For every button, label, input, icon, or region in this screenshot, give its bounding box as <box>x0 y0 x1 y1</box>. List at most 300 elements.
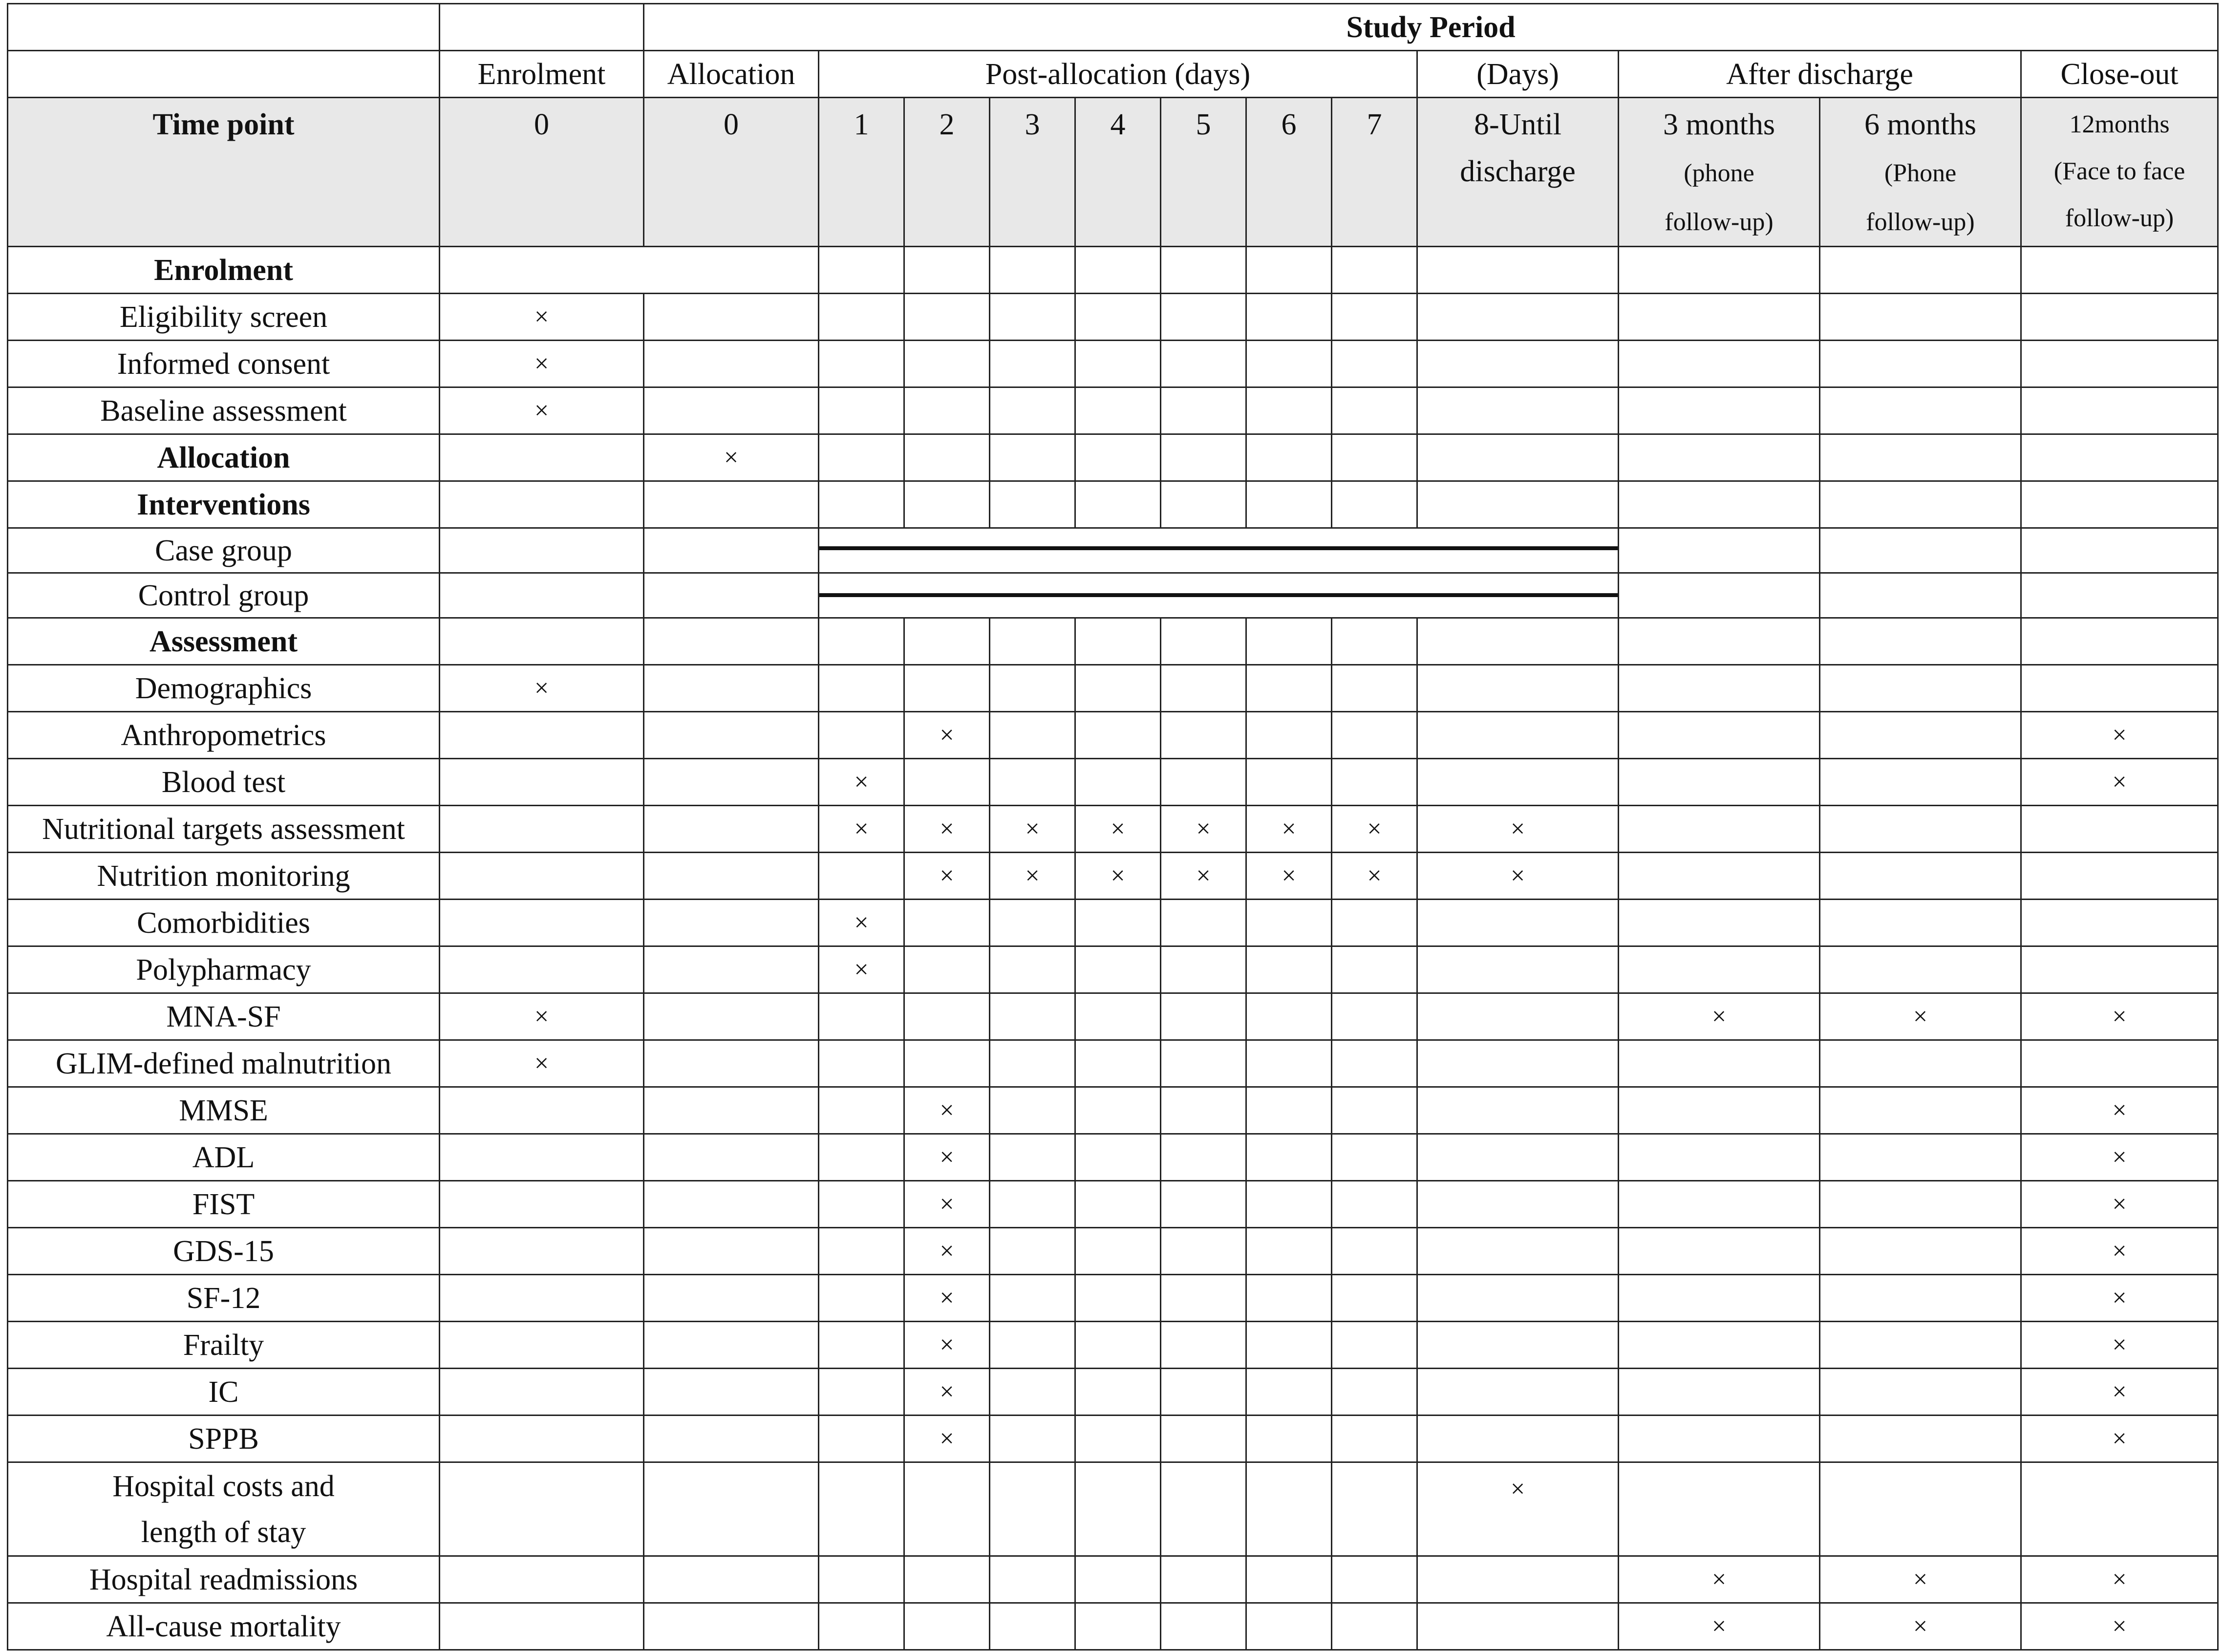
mark-cell: × <box>819 946 904 993</box>
cell <box>990 1181 1075 1228</box>
cell <box>1417 1040 1619 1087</box>
cell <box>990 1228 1075 1275</box>
timepoint-label: Time point <box>8 98 440 247</box>
cell <box>1820 665 2021 712</box>
cell <box>440 434 644 481</box>
cell <box>440 806 644 853</box>
timepoint-day-5: 5 <box>1161 98 1246 247</box>
cell <box>1417 294 1619 341</box>
cell <box>1332 1228 1417 1275</box>
cell <box>644 1134 819 1181</box>
cell <box>440 573 644 618</box>
cell <box>440 481 644 528</box>
mark-cell: × <box>2021 1416 2218 1462</box>
timepoint-day-1: 1 <box>819 98 904 247</box>
cell <box>904 946 990 993</box>
row-label: All-cause mortality <box>8 1603 440 1650</box>
phase-days: (Days) <box>1417 51 1619 98</box>
cell <box>1619 1181 1820 1228</box>
cell <box>904 665 990 712</box>
row-label: GDS-15 <box>8 1228 440 1275</box>
cell <box>440 946 644 993</box>
cell <box>1332 1181 1417 1228</box>
mark-cell: × <box>1332 853 1417 900</box>
cell <box>1161 665 1246 712</box>
mark-cell: × <box>904 1416 990 1462</box>
cell <box>1246 434 1332 481</box>
cell <box>1246 1087 1332 1134</box>
cell <box>644 1040 819 1087</box>
cell <box>1820 247 2021 294</box>
row-label: Anthropometrics <box>8 712 440 759</box>
tp-line: 8-Until <box>1474 108 1562 141</box>
cell <box>644 481 819 528</box>
cell <box>819 712 904 759</box>
cell <box>1161 1603 1246 1650</box>
row-label: Informed consent <box>8 341 440 387</box>
cell <box>1246 481 1332 528</box>
cell <box>904 1462 990 1556</box>
cell <box>904 387 990 434</box>
mark-cell: × <box>904 1087 990 1134</box>
timepoint-3-months <box>1619 98 1820 247</box>
mark-cell: × <box>2021 1369 2218 1416</box>
cell <box>819 294 904 341</box>
cell <box>1246 993 1332 1040</box>
cell <box>1619 528 1820 573</box>
cell <box>1075 1087 1161 1134</box>
cell <box>1417 900 1619 946</box>
cell <box>440 528 644 573</box>
cell <box>1075 481 1161 528</box>
phase-post-allocation: Post-allocation (days) <box>819 51 1417 98</box>
cell <box>440 1556 644 1603</box>
cell <box>990 1462 1075 1556</box>
cell <box>1161 1134 1246 1181</box>
cell <box>1417 481 1619 528</box>
cell <box>1161 1040 1246 1087</box>
row-comorbidities <box>8 900 2218 946</box>
cell <box>819 853 904 900</box>
cell <box>1075 1556 1161 1603</box>
section-row-assessment <box>8 618 2218 665</box>
cell <box>1161 1416 1246 1462</box>
cell <box>440 1416 644 1462</box>
tp-line: 3 months <box>1663 108 1775 141</box>
cell <box>440 1603 644 1650</box>
cell <box>1619 1416 1820 1462</box>
duration-line <box>819 546 1618 550</box>
mark-cell: × <box>2021 1556 2218 1603</box>
cell <box>1417 759 1619 806</box>
row-readmissions <box>8 1556 2218 1603</box>
cell <box>2021 573 2218 618</box>
mark-cell: × <box>440 341 644 387</box>
schedule-table <box>7 3 2219 1651</box>
mark-cell: × <box>1417 1462 1619 1556</box>
cell <box>1161 341 1246 387</box>
cell <box>1417 665 1619 712</box>
cell <box>1417 993 1619 1040</box>
row-frailty <box>8 1322 2218 1369</box>
blank-cell <box>8 4 440 51</box>
row-eligibility <box>8 294 2218 341</box>
cell <box>990 387 1075 434</box>
cell <box>1619 481 1820 528</box>
row-label: GLIM-defined malnutrition <box>8 1040 440 1087</box>
cell <box>1820 341 2021 387</box>
cell <box>2021 294 2218 341</box>
cell <box>1820 759 2021 806</box>
cell <box>904 900 990 946</box>
mark-cell: × <box>2021 1228 2218 1275</box>
mark-cell: × <box>2021 712 2218 759</box>
cell <box>1246 1181 1332 1228</box>
cell <box>990 1322 1075 1369</box>
cell <box>644 853 819 900</box>
cell <box>644 946 819 993</box>
cell <box>990 294 1075 341</box>
cell <box>2021 247 2218 294</box>
cell <box>1619 294 1820 341</box>
cell <box>1417 341 1619 387</box>
cell <box>1619 1228 1820 1275</box>
cell <box>1332 712 1417 759</box>
cell <box>1075 946 1161 993</box>
mark-cell: × <box>1619 993 1820 1040</box>
cell <box>1417 1369 1619 1416</box>
mark-cell: × <box>2021 1603 2218 1650</box>
cell <box>644 618 819 665</box>
row-nutritional-targets <box>8 806 2218 853</box>
cell <box>2021 1040 2218 1087</box>
cell <box>1417 1087 1619 1134</box>
cell <box>904 993 990 1040</box>
tp-line: (Phone <box>1884 159 1957 187</box>
cell <box>1075 1040 1161 1087</box>
cell <box>644 1416 819 1462</box>
cell <box>2021 946 2218 993</box>
phase-after-discharge: After discharge <box>1619 51 2021 98</box>
cell <box>1820 853 2021 900</box>
cell <box>990 759 1075 806</box>
cell <box>1820 1462 2021 1556</box>
cell <box>990 341 1075 387</box>
cell <box>1075 1275 1161 1322</box>
cell <box>1820 1416 2021 1462</box>
timepoint-6-months <box>1820 98 2021 247</box>
mark-cell: × <box>1619 1603 1820 1650</box>
cell <box>1075 1416 1161 1462</box>
cell <box>1332 665 1417 712</box>
cell <box>2021 481 2218 528</box>
timepoint-day-8-discharge <box>1417 98 1619 247</box>
cell <box>1820 712 2021 759</box>
cell <box>1075 341 1161 387</box>
cell <box>1075 247 1161 294</box>
mark-cell: × <box>1820 1603 2021 1650</box>
blank-cell <box>440 4 644 51</box>
cell <box>819 993 904 1040</box>
row-mna-sf <box>8 993 2218 1040</box>
cell <box>1075 1181 1161 1228</box>
row-label: MNA-SF <box>8 993 440 1040</box>
cell <box>819 434 904 481</box>
cell <box>1332 993 1417 1040</box>
section-label-enrolment: Enrolment <box>8 247 440 294</box>
phase-close-out: Close-out <box>2021 51 2218 98</box>
cell <box>1619 618 1820 665</box>
cell <box>1820 434 2021 481</box>
mark-cell: × <box>440 993 644 1040</box>
cell <box>819 1134 904 1181</box>
cell <box>1619 759 1820 806</box>
cell <box>2021 434 2218 481</box>
cell <box>904 294 990 341</box>
cell <box>440 1275 644 1322</box>
cell <box>1161 1369 1246 1416</box>
cell <box>1075 665 1161 712</box>
row-mmse <box>8 1087 2218 1134</box>
cell <box>819 665 904 712</box>
mark-cell: × <box>440 665 644 712</box>
cell <box>1246 946 1332 993</box>
cell <box>990 1369 1075 1416</box>
study-period-heading: Study Period <box>644 4 2218 51</box>
cell <box>644 712 819 759</box>
cell <box>1820 946 2021 993</box>
cell <box>1332 618 1417 665</box>
cell <box>1246 1228 1332 1275</box>
row-control-group <box>8 573 2218 618</box>
row-fist <box>8 1181 2218 1228</box>
mark-cell: × <box>1332 806 1417 853</box>
cell <box>2021 806 2218 853</box>
cell <box>904 247 990 294</box>
row-nutrition-monitoring <box>8 853 2218 900</box>
mark-cell: × <box>1820 993 2021 1040</box>
mark-cell: × <box>440 294 644 341</box>
cell <box>2021 1462 2218 1556</box>
mark-cell: × <box>904 806 990 853</box>
mark-cell: × <box>440 1040 644 1087</box>
cell <box>904 341 990 387</box>
cell <box>644 1603 819 1650</box>
cell <box>819 1462 904 1556</box>
cell <box>2021 341 2218 387</box>
cell <box>819 1556 904 1603</box>
cell <box>1332 1040 1417 1087</box>
cell <box>819 341 904 387</box>
control-group-duration-bar <box>819 573 1619 618</box>
cell <box>1820 528 2021 573</box>
cell <box>1075 294 1161 341</box>
cell <box>2021 528 2218 573</box>
cell <box>1246 712 1332 759</box>
section-label-assessment: Assessment <box>8 618 440 665</box>
cell <box>1820 573 2021 618</box>
cell <box>440 618 644 665</box>
mark-cell: × <box>819 759 904 806</box>
mark-cell: × <box>904 1369 990 1416</box>
row-blood-test <box>8 759 2218 806</box>
mark-cell: × <box>1161 853 1246 900</box>
cell <box>1417 618 1619 665</box>
cell <box>990 481 1075 528</box>
cell <box>990 665 1075 712</box>
phase-allocation: Allocation <box>644 51 819 98</box>
timepoint-day-3: 3 <box>990 98 1075 247</box>
cell <box>1332 387 1417 434</box>
mark-cell: × <box>644 434 819 481</box>
cell <box>1619 1087 1820 1134</box>
cell <box>904 1603 990 1650</box>
cell <box>990 993 1075 1040</box>
cell <box>1075 387 1161 434</box>
cell <box>1332 1134 1417 1181</box>
row-label: Demographics <box>8 665 440 712</box>
timepoint-allocation: 0 <box>644 98 819 247</box>
cell <box>904 481 990 528</box>
cell <box>1332 1603 1417 1650</box>
cell <box>1332 1322 1417 1369</box>
cell <box>1161 759 1246 806</box>
cell <box>1619 900 1820 946</box>
cell <box>1246 665 1332 712</box>
cell <box>1417 1416 1619 1462</box>
cell <box>1161 387 1246 434</box>
cell <box>1619 1275 1820 1322</box>
cell <box>1820 1322 2021 1369</box>
cell <box>1246 1134 1332 1181</box>
mark-cell: × <box>1619 1556 1820 1603</box>
cell <box>990 1603 1075 1650</box>
cell <box>1332 946 1417 993</box>
cell <box>1161 1087 1246 1134</box>
cell <box>440 1462 644 1556</box>
mark-cell: × <box>1820 1556 2021 1603</box>
row-hospital-costs <box>8 1462 2218 1556</box>
cell <box>1820 618 2021 665</box>
cell <box>904 434 990 481</box>
cell <box>1246 1462 1332 1556</box>
section-row-enrolment <box>8 247 2218 294</box>
cell <box>1161 1275 1246 1322</box>
row-label: MMSE <box>8 1087 440 1134</box>
case-group-duration-bar <box>819 528 1619 573</box>
cell <box>1619 573 1820 618</box>
cell <box>1075 1322 1161 1369</box>
cell <box>1246 1369 1332 1416</box>
mark-cell: × <box>1417 806 1619 853</box>
cell <box>819 387 904 434</box>
row-label <box>8 1462 440 1556</box>
cell <box>1246 1556 1332 1603</box>
mark-cell: × <box>904 712 990 759</box>
mark-cell: × <box>2021 1275 2218 1322</box>
cell <box>1246 341 1332 387</box>
cell <box>990 1275 1075 1322</box>
tp-line: (phone <box>1684 159 1754 187</box>
row-glim <box>8 1040 2218 1087</box>
cell <box>904 759 990 806</box>
cell <box>1075 993 1161 1040</box>
cell <box>1820 1040 2021 1087</box>
cell <box>1619 1322 1820 1369</box>
row-label: ADL <box>8 1134 440 1181</box>
cell <box>2021 900 2218 946</box>
cell <box>1332 759 1417 806</box>
cell <box>1075 1603 1161 1650</box>
cell <box>1820 806 2021 853</box>
cell <box>644 387 819 434</box>
row-label: Frailty <box>8 1322 440 1369</box>
mark-cell: × <box>2021 1134 2218 1181</box>
row-label: FIST <box>8 1181 440 1228</box>
cell <box>644 1228 819 1275</box>
cell <box>644 1462 819 1556</box>
mark-cell: × <box>440 387 644 434</box>
cell <box>1619 1369 1820 1416</box>
cell <box>990 946 1075 993</box>
section-label-interventions: Interventions <box>8 481 440 528</box>
cell <box>819 1228 904 1275</box>
cell <box>644 1275 819 1322</box>
row-consent <box>8 341 2218 387</box>
cell <box>1619 341 1820 387</box>
row-label: Case group <box>8 528 440 573</box>
cell <box>1820 900 2021 946</box>
cell <box>1161 1181 1246 1228</box>
cell <box>644 993 819 1040</box>
mark-cell: × <box>2021 1087 2218 1134</box>
timepoint-day-6: 6 <box>1246 98 1332 247</box>
cell <box>1161 294 1246 341</box>
mark-cell: × <box>1417 853 1619 900</box>
timepoint-12-months <box>2021 98 2218 247</box>
cell <box>440 247 819 294</box>
cell <box>1332 341 1417 387</box>
row-label: Nutritional targets assessment <box>8 806 440 853</box>
cell <box>990 247 1075 294</box>
cell <box>2021 853 2218 900</box>
cell <box>819 1603 904 1650</box>
cell <box>1246 618 1332 665</box>
cell <box>1332 1087 1417 1134</box>
cell <box>644 759 819 806</box>
mark-cell: × <box>2021 1181 2218 1228</box>
cell <box>1619 665 1820 712</box>
cell <box>990 1040 1075 1087</box>
row-anthropometrics <box>8 712 2218 759</box>
cell <box>1820 481 2021 528</box>
cell <box>1619 1040 1820 1087</box>
mark-cell: × <box>2021 993 2218 1040</box>
row-label: SF-12 <box>8 1275 440 1322</box>
cell <box>1246 247 1332 294</box>
cell <box>1161 434 1246 481</box>
row-label: Blood test <box>8 759 440 806</box>
tp-line: discharge <box>1460 155 1576 188</box>
row-label: Eligibility screen <box>8 294 440 341</box>
cell <box>1417 387 1619 434</box>
cell <box>1075 434 1161 481</box>
cell <box>440 1181 644 1228</box>
mark-cell: × <box>904 1181 990 1228</box>
mark-cell: × <box>819 806 904 853</box>
cell <box>644 665 819 712</box>
cell <box>440 1228 644 1275</box>
